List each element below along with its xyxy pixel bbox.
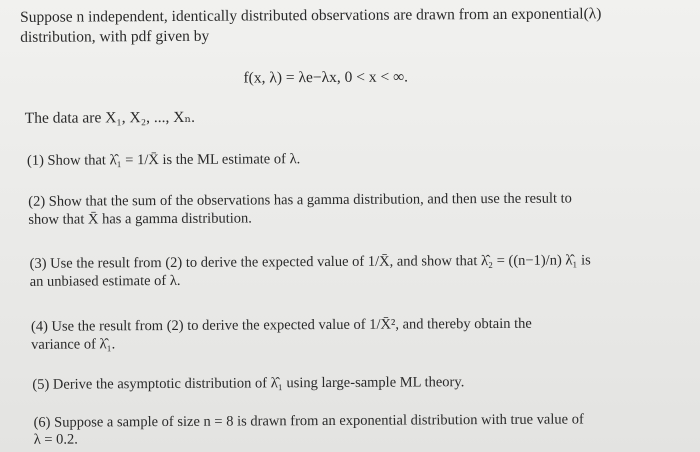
intro-line-1: Suppose n independent, identically distributed observations are drawn from an exponential(λ) [20, 5, 602, 26]
item-4-line-2: variance of λ̂₁. [31, 336, 116, 353]
pdf-formula: f(x, λ) = λe−λx, 0 < x < ∞. [243, 68, 409, 87]
item-5-line-1: (5) Derive the asymptotic distribution of λ̂₁ using large-sample ML theory. [32, 374, 465, 393]
data-line: The data are X₁, X₂, ..., Xₙ. [24, 108, 196, 127]
item-6-line-2: λ = 0.2. [33, 431, 78, 448]
item-3-line-2: an unbiased estimate of λ. [29, 272, 181, 290]
item-1-line-1: (1) Show that λ̂₁ = 1/X̄ is the ML estimate of λ. [26, 151, 301, 169]
intro-line-2: distribution, with pdf given by [20, 27, 210, 46]
item-6-line-1: (6) Suppose a sample of size n = 8 is drawn from an exponential distribution with true value of [33, 411, 584, 431]
item-2-line-1: (2) Show that the sum of the observations has a gamma distribution, and then use the result to [28, 190, 572, 210]
item-3-line-1: (3) Use the result from (2) to derive the expected value of 1/X̄, and show that λ̂₂ = ((n−1)/n) λ̂₁ is [29, 252, 591, 272]
item-4-line-1: (4) Use the result from (2) to derive the expected value of 1/X̄², and thereby obtain the [30, 315, 532, 335]
item-2-line-2: show that X̄ has a gamma distribution. [28, 210, 252, 228]
